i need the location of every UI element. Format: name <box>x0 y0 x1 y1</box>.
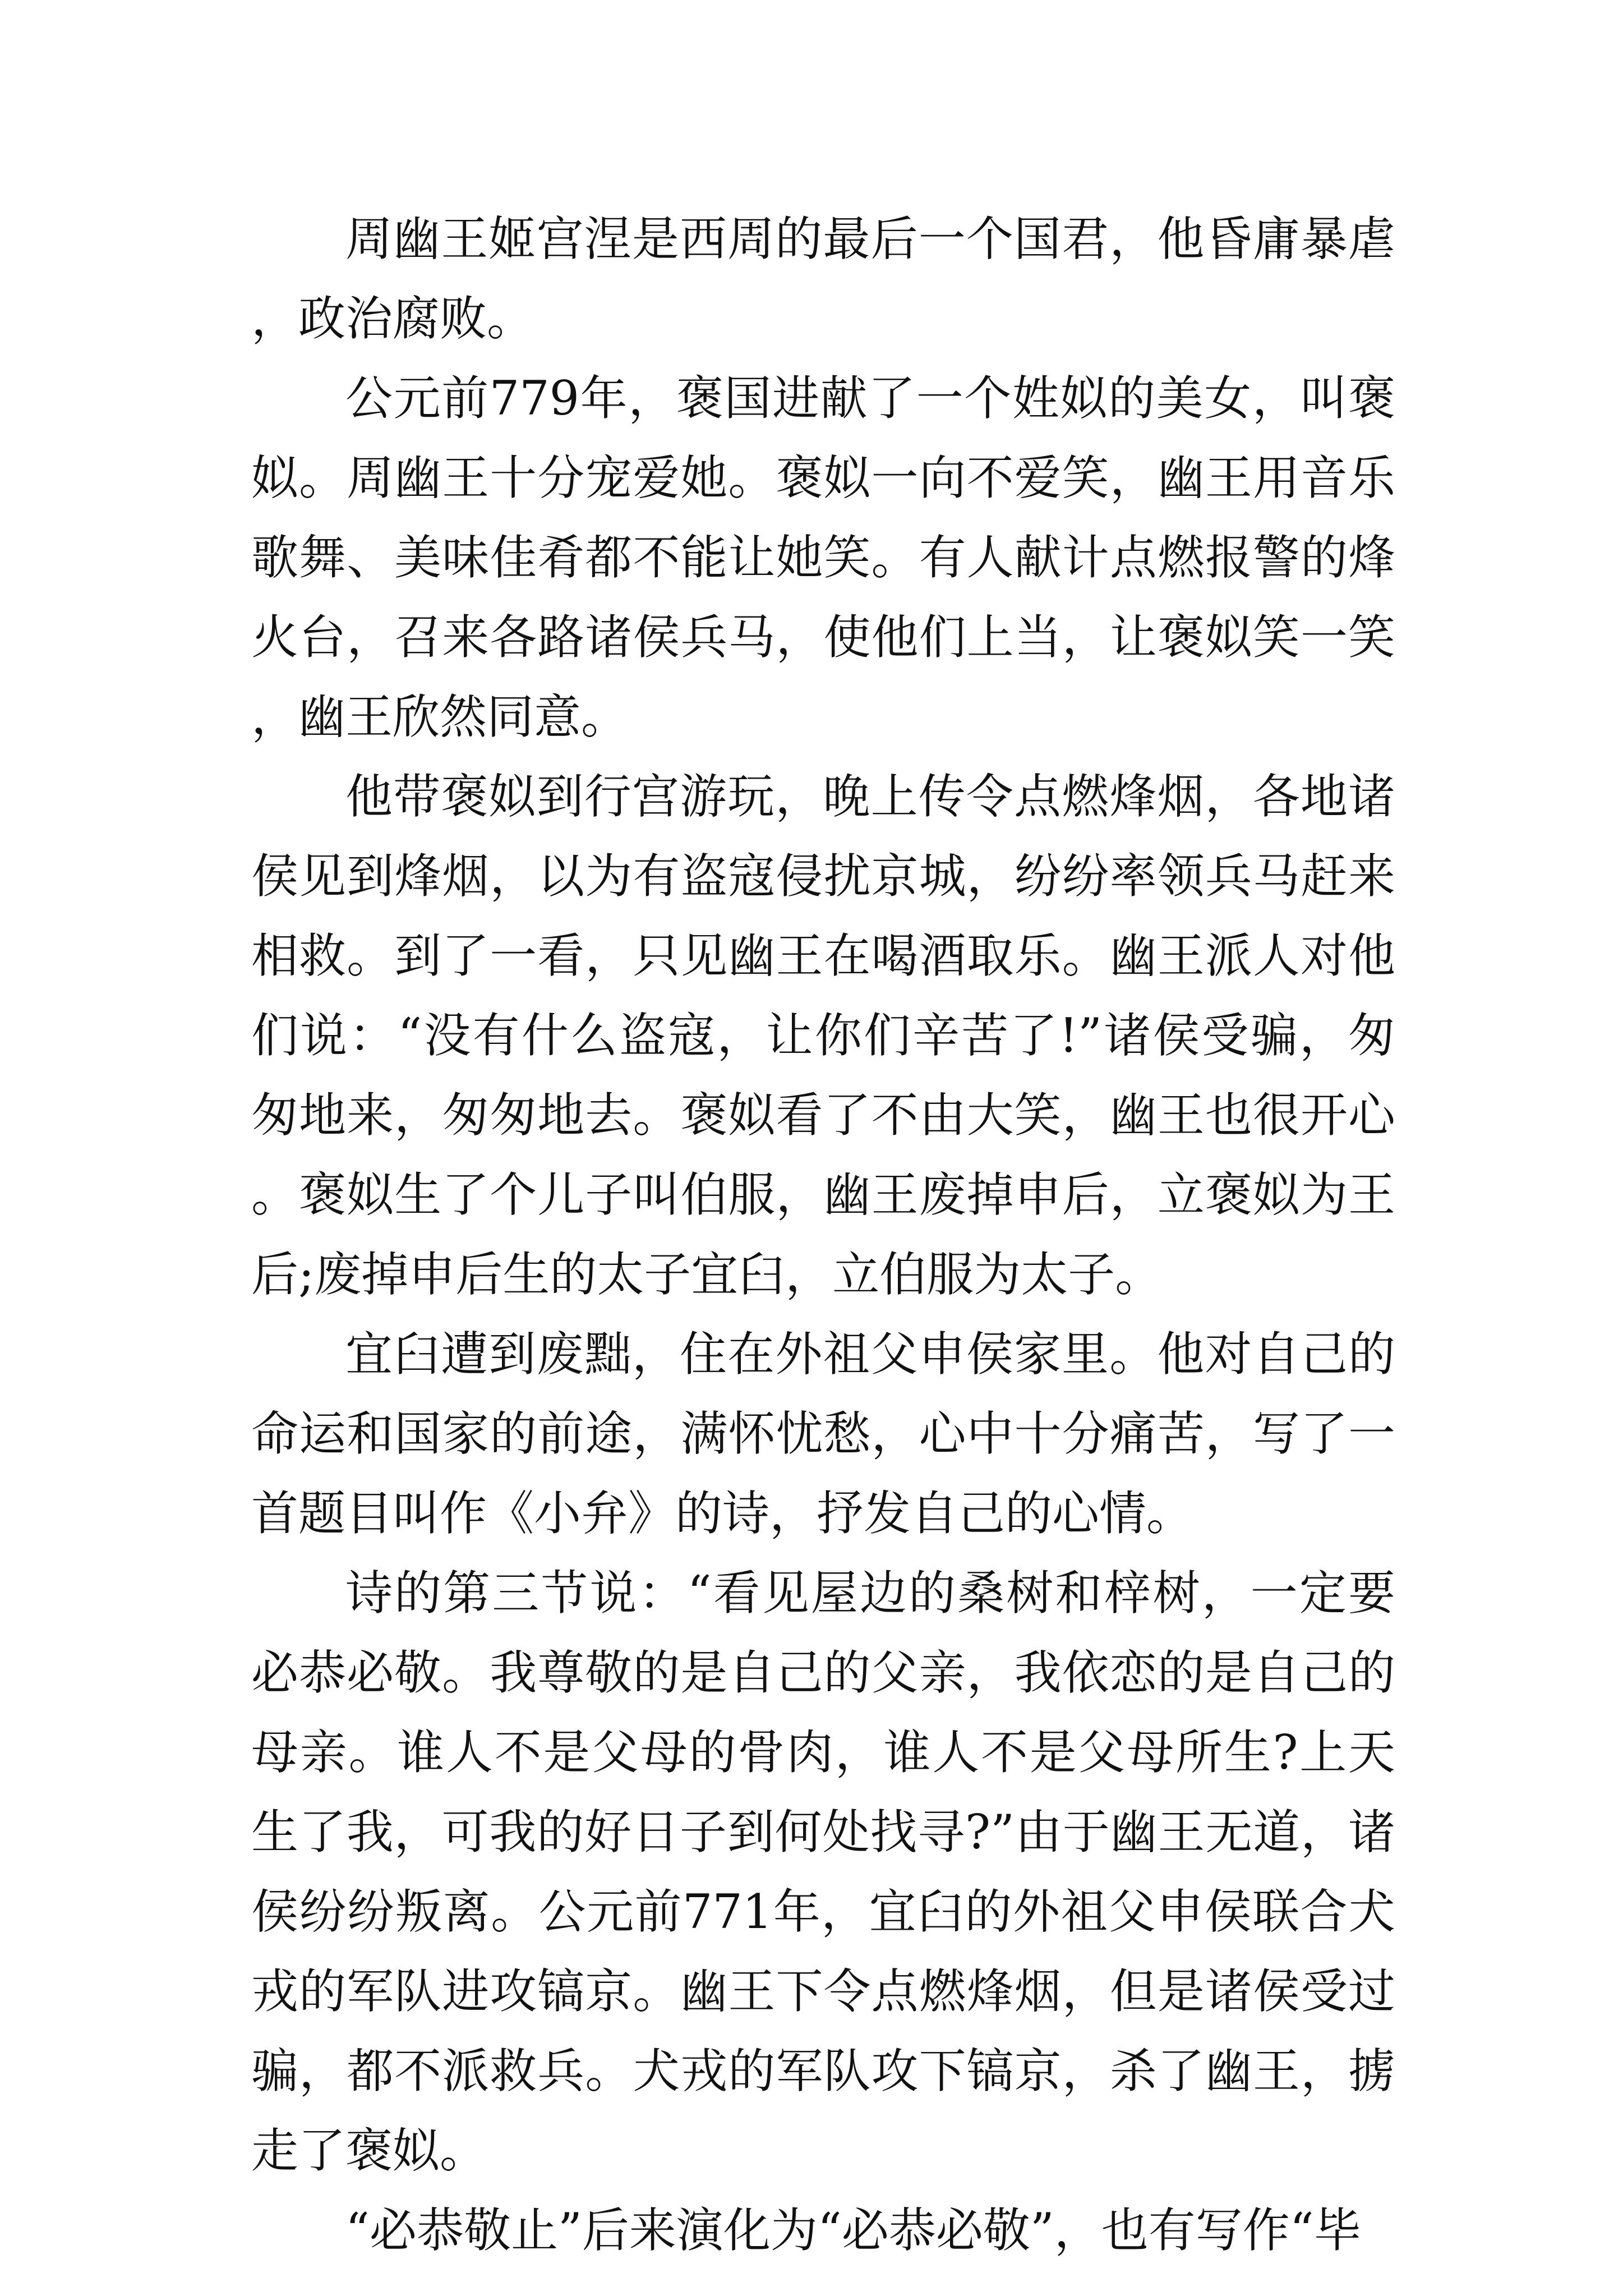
paragraph-2: 公元前779年，褒国进献了一个姓姒的美女，叫褒姒。周幽王十分宠爱她。褒姒一向不爱笑，幽王用音乐歌舞、美味佳肴都不能让她笑。有人献计点燃报警的烽火台，召来各路诸侯兵马，使他们上当，让褒姒笑一笑，幽王欣然同意。 <box>251 371 1395 744</box>
paragraph-5: 诗的第三节说：“看见屋边的桑树和梓树，一定要必恭必敬。我尊敬的是自己的父亲，我依恋的是自己的母亲。谁人不是父母的骨肉，谁人不是父母所生?上天生了我，可我的好日子到何处找寻?”由于幽王无道，诸侯纷纷叛离。公元前771年，宜臼的外祖父申侯联合犬戎的军队进攻镐京。幽王下令点燃烽烟，但是诸侯受过骗，都不派救兵。犬戎的军队攻下镐京，杀了幽王，掳走了褒姒。 <box>251 1566 1395 2178</box>
paragraph-3: 他带褒姒到行宫游玩，晚上传令点燃烽烟，各地诸侯见到烽烟，以为有盗寇侵扰京城，纷纷率领兵马赶来相救。到了一看，只见幽王在喝酒取乐。幽王派人对他们说：“没有什么盗寇，让你们辛苦了!”诸侯受骗，匆匆地来，匆匆地去。褒姒看了不由大笑，幽王也很开心。褒姒生了个儿子叫伯服，幽王废掉申后，立褒姒为王后;废掉申后生的太子宜臼，立伯服为太子。 <box>251 769 1395 1302</box>
paragraph-4: 宜臼遭到废黜，住在外祖父申侯家里。他对自己的命运和国家的前途，满怀忧愁，心中十分痛苦，写了一首题目叫作《小弁》的诗，抒发自己的心情。 <box>251 1327 1395 1541</box>
paragraph-6: “必恭敬止”后来演化为“必恭必敬”，也有写作“毕 <box>345 2203 1361 2258</box>
body-text <box>251 199 1395 2270</box>
paragraph-1: 周幽王姬宫涅是西周的最后一个国君，他昏庸暴虐，政治腐败。 <box>251 211 1395 346</box>
